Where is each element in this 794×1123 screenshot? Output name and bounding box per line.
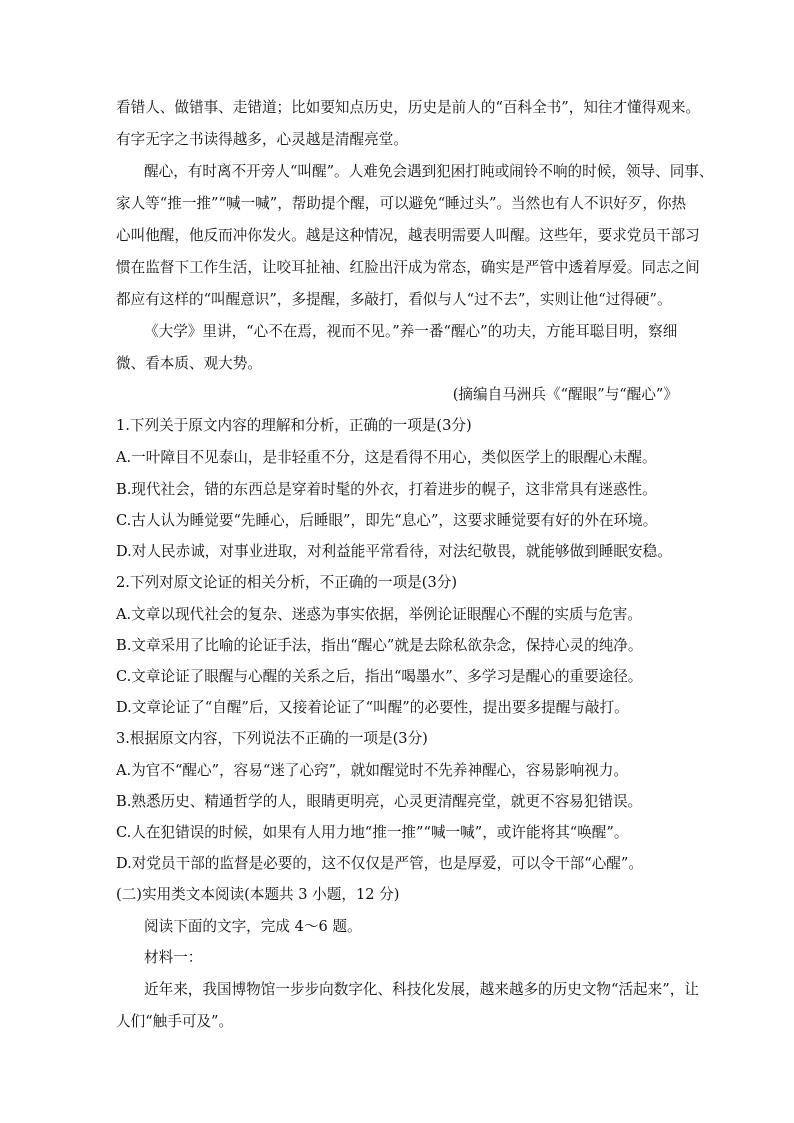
paragraph-line: 《大学》里讲，“心不在焉，视而不见。”养一番“醒心”的功夫，方能耳聪目明，察细	[144, 323, 678, 340]
material-line: 近年来，我国博物馆一步步向数字化、科技化发展，越来越多的历史文物“活起来”，让	[144, 981, 699, 998]
question-option: B.文章采用了比喻的论证手法，指出“醒心”就是去除私欲杂念，保持心灵的纯净。	[116, 637, 643, 654]
question-option: D.文章论证了“自醒”后，又接着论证了“叫醒”的必要性，提出要多提醒与敲打。	[116, 699, 629, 716]
question-option: A.一叶障目不见泰山，是非轻重不分，这是看得不用心，类似医学上的眼醒心未醒。	[116, 449, 657, 466]
paragraph-line: 微、看本质、观大势。	[116, 355, 262, 372]
section-instruction: 阅读下面的文字，完成 4～6 题。	[144, 918, 362, 935]
question-option: C.人在犯错误的时候，如果有人用力地“推一推”“喊一喊”，或许能将其“唤醒”。	[116, 824, 629, 841]
paragraph-line: 醒心，有时离不开旁人“叫醒”。人难免会遇到犯困打盹或闹铃不响的时候，领导、同事、	[144, 163, 714, 180]
question-stem: 2.下列对原文论证的相关分析，不正确的一项是(3分)	[116, 574, 458, 591]
section-heading: (二)实用类文本阅读(本题共 3 小题，12 分)	[116, 886, 400, 903]
question-option: B.熟悉历史、精通哲学的人，眼睛更明亮，心灵更清醒亮堂，就更不容易犯错误。	[116, 793, 643, 810]
paragraph-line: 心叫他醒，他反而冲你发火。越是这种情况，越表明需要人叫醒。这些年，要求党员干部习	[116, 227, 700, 244]
paragraph-line: 家人等“推一推”“喊一喊”，帮助提个醒，可以避免“睡过头”。当然也有人不识好歹，你热	[116, 195, 687, 212]
question-option: A.文章以现代社会的复杂、迷惑为事实依据，举例论证眼醒心不醒的实质与危害。	[116, 606, 642, 623]
question-option: C.文章论证了眼醒与心醒的关系之后，指出“喝墨水”、多学习是醒心的重要途径。	[116, 668, 643, 685]
source-attribution: (摘编自马洲兵《“醒眼”与“醒心”》	[452, 386, 678, 403]
passage-line: 有字无字之书读得越多，心灵越是清醒亮堂。	[116, 131, 408, 148]
material-label: 材料一：	[144, 949, 203, 966]
question-option: B.现代社会，错的东西总是穿着时髦的外衣，打着进步的幌子，这非常具有迷惑性。	[116, 481, 657, 498]
question-stem: 3.根据原文内容，下列说法不正确的一项是(3分)	[116, 730, 428, 747]
passage-line: 看错人、做错事、走错道；比如要知点历史，历史是前人的“百科全书”，知往才懂得观来。	[116, 99, 701, 116]
question-option: A.为官不“醒心”，容易“迷了心窍”，就如醒觉时不先养神醒心，容易影响视力。	[116, 762, 629, 779]
question-option: C.古人认为睡觉要“先睡心，后睡眼”，即先“息心”，这要求睡觉要有好的外在环境。	[116, 512, 658, 529]
question-option: D.对人民赤诚，对事业进取，对利益能平常看待，对法纪敬畏，就能够做到睡眠安稳。	[116, 543, 672, 560]
paragraph-line: 惯在监督下工作生活，让咬耳扯袖、红脸出汗成为常态，确实是严管中透着厚爱。同志之间	[116, 259, 700, 276]
question-option: D.对党员干部的监督是必要的，这不仅仅是严管，也是厚爱，可以令干部“心醒”。	[116, 855, 643, 872]
question-stem: 1.下列关于原文内容的理解和分析，正确的一项是(3分)	[116, 417, 472, 434]
material-line: 人们“触手可及”。	[116, 1013, 234, 1030]
paragraph-line: 都应有这样的“叫醒意识”，多提醒，多敲打，看似与人“过不去”，实则让他“过得硬”。	[116, 291, 672, 308]
